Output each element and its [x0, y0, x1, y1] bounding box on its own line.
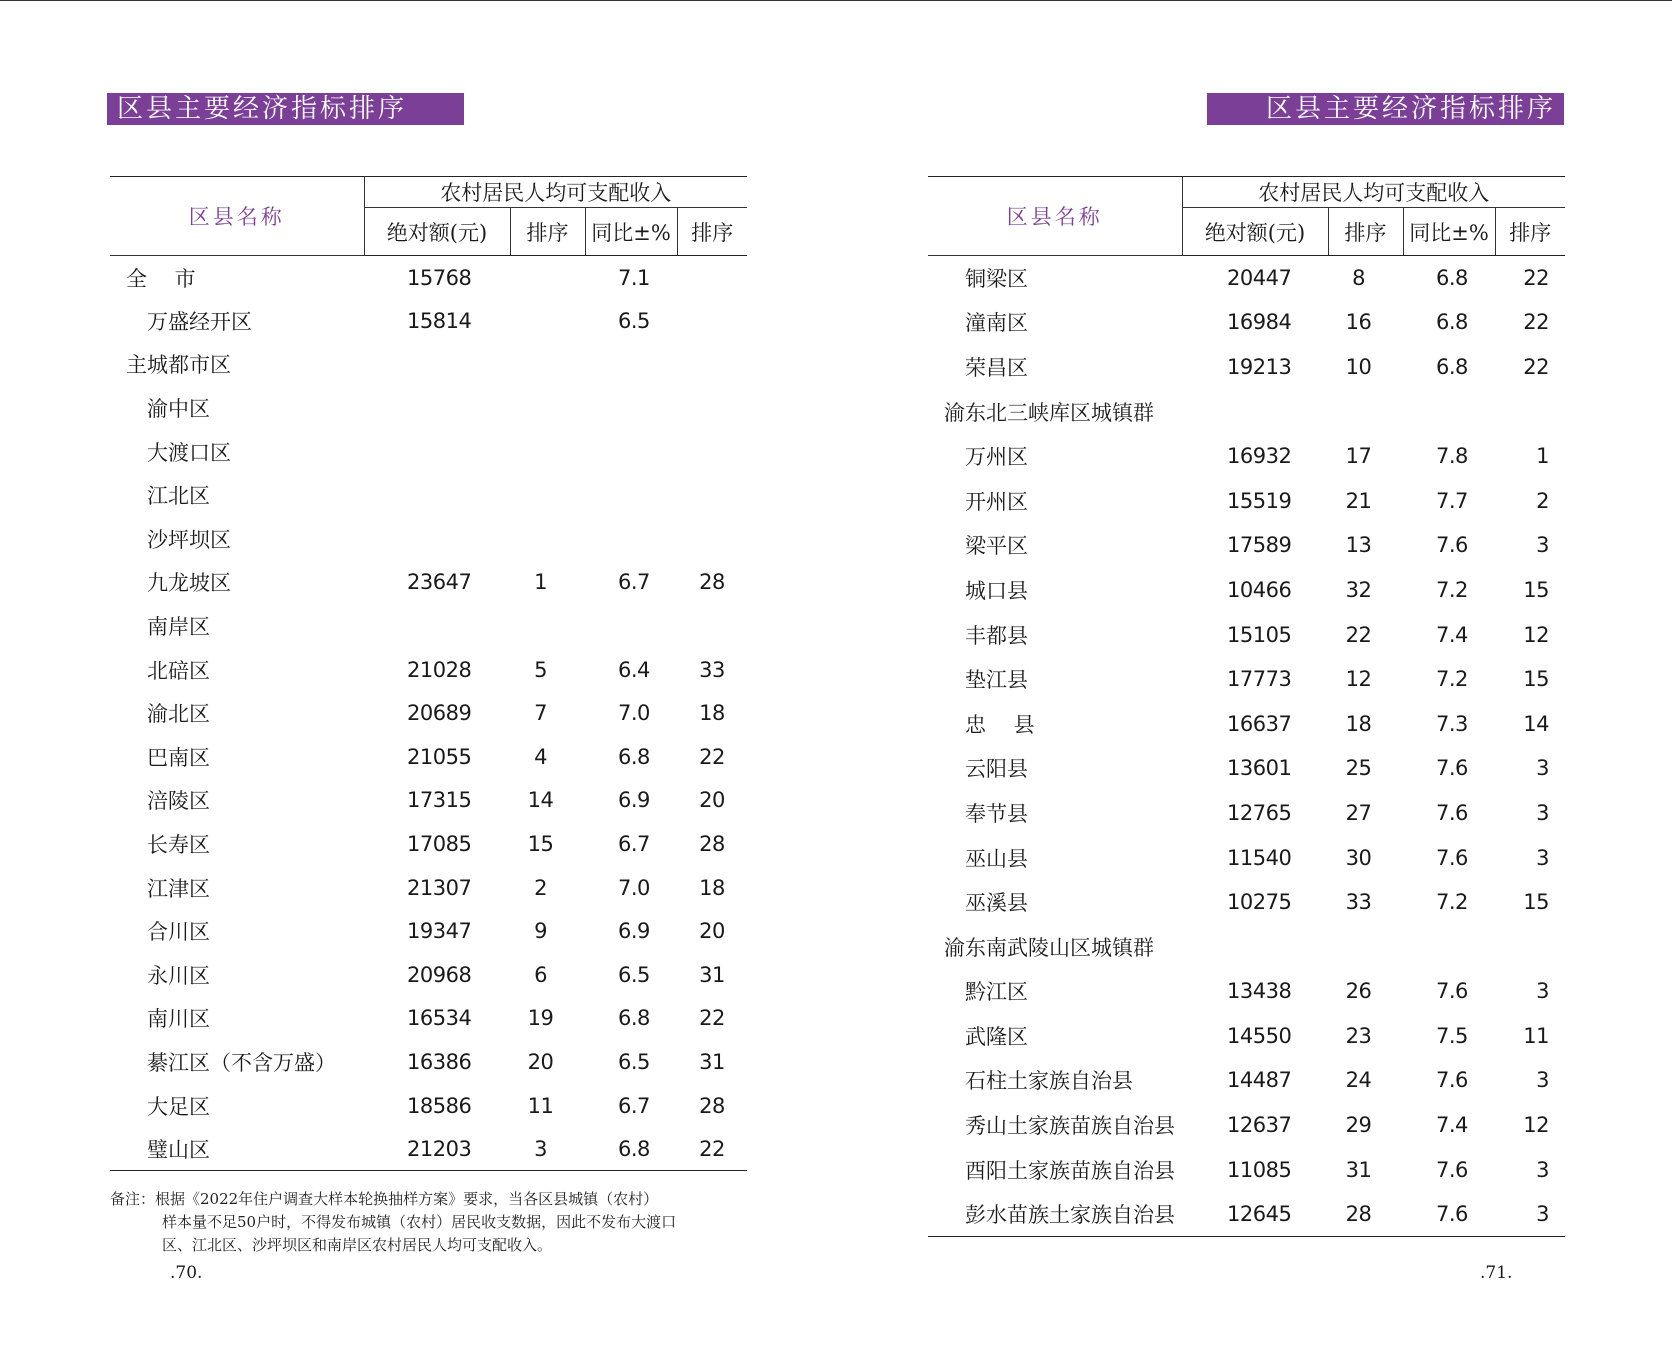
absolute-income-cell	[1182, 389, 1328, 434]
table-row	[928, 1147, 1565, 1192]
absolute-income-cell: 10466	[1227, 577, 1292, 602]
yoy-change-cell: 7.2	[1436, 890, 1468, 915]
section-banner: 区县主要经济指标排序	[107, 93, 464, 125]
income-rank-cell: 25	[1345, 756, 1372, 781]
absolute-income-cell: 16984	[1227, 310, 1292, 335]
yoy-change-cell: 7.1	[618, 265, 650, 290]
yoy-change-cell: 7.6	[1436, 1068, 1468, 1093]
footnote-line: 备注：根据《2022年住户调查大样本轮换抽样方案》要求，当各区县城镇（农村）	[110, 1190, 659, 1208]
table-row	[928, 880, 1565, 925]
column-header-abs: 绝对额(元)	[1182, 208, 1328, 256]
district-name-cell: 合川区	[147, 920, 210, 945]
income-rank-cell	[510, 386, 585, 430]
income-rank-cell: 12	[1345, 667, 1372, 692]
yoy-change-cell: 6.8	[585, 1127, 677, 1171]
income-rank-cell: 5	[534, 657, 547, 682]
district-name-cell: 铜梁区	[965, 267, 1028, 292]
yoy-rank-cell: 3	[1536, 845, 1549, 870]
absolute-income-cell: 11540	[1227, 845, 1292, 870]
footnote	[110, 1188, 750, 1257]
column-header-yoy: 同比±%	[585, 208, 677, 256]
table-row	[110, 386, 747, 430]
yoy-rank-cell: 22	[1523, 266, 1549, 291]
table-row	[110, 866, 747, 910]
yoy-rank-cell: 15	[1523, 667, 1549, 692]
district-name-cell: 潼南区	[965, 311, 1028, 336]
column-header-rank: 排序	[1328, 208, 1403, 256]
table-row	[110, 1040, 747, 1084]
yoy-rank-cell: 12	[1523, 1113, 1549, 1138]
income-rank-cell: 6	[534, 962, 547, 987]
yoy-change-cell	[1403, 389, 1495, 434]
table-row	[928, 924, 1565, 969]
absolute-income-cell: 12637	[1227, 1113, 1292, 1138]
absolute-income-cell	[364, 473, 510, 517]
district-name-cell: 奉节县	[965, 801, 1028, 826]
absolute-income-cell: 13601	[1227, 756, 1292, 781]
income-rank-cell: 3	[510, 1127, 585, 1171]
absolute-income-cell: 16637	[1227, 711, 1292, 736]
yoy-rank-cell: 22	[699, 1006, 725, 1031]
absolute-income-cell: 14550	[1227, 1023, 1292, 1048]
column-header-name: 区县名称	[928, 177, 1182, 256]
income-rank-cell: 14	[527, 788, 554, 813]
table-row	[110, 779, 747, 823]
yoy-rank-cell: 2	[1536, 488, 1549, 513]
yoy-change-cell: 7.6	[1436, 1157, 1468, 1182]
absolute-income-cell: 14487	[1227, 1068, 1292, 1093]
district-name-cell: 石柱土家族自治县	[965, 1069, 1133, 1094]
income-rank-cell	[510, 604, 585, 648]
yoy-change-cell: 6.8	[1436, 266, 1468, 291]
income-rank-cell: 23	[1345, 1023, 1372, 1048]
district-name-cell: 武隆区	[965, 1024, 1028, 1049]
district-name-cell: 垫江县	[965, 668, 1028, 693]
footnote-line: 样本量不足50户时，不得发布城镇（农村）居民收支数据，因此不发布大渡口	[162, 1213, 677, 1231]
yoy-rank-cell: 3	[1536, 800, 1549, 825]
yoy-change-cell: 6.9	[618, 788, 650, 813]
absolute-income-cell: 15105	[1227, 622, 1292, 647]
yoy-change-cell: 6.8	[618, 744, 650, 769]
yoy-change-cell: 7.0	[618, 875, 650, 900]
yoy-change-cell: 6.8	[1436, 354, 1468, 379]
income-rank-cell: 32	[1345, 577, 1372, 602]
income-rank-cell: 27	[1345, 800, 1372, 825]
district-name-cell: 大渡口区	[147, 440, 231, 465]
district-name-cell: 沙坪坝区	[147, 527, 231, 552]
yoy-rank-cell: 1	[1536, 444, 1549, 469]
absolute-income-cell	[364, 430, 510, 474]
yoy-rank-cell	[677, 299, 747, 343]
yoy-rank-cell: 3	[1536, 1068, 1549, 1093]
column-header-name: 区县名称	[110, 177, 364, 256]
yoy-rank-cell: 33	[699, 657, 725, 682]
district-name-cell: 巫溪县	[965, 891, 1028, 916]
yoy-change-cell: 6.8	[618, 1006, 650, 1031]
income-rank-cell	[510, 473, 585, 517]
absolute-income-cell	[364, 604, 510, 648]
income-rank-cell: 31	[1345, 1157, 1372, 1182]
income-rank-cell: 30	[1345, 845, 1372, 870]
district-name-cell: 南岸区	[147, 615, 210, 640]
yoy-rank-cell	[677, 343, 747, 387]
yoy-rank-cell	[677, 430, 747, 474]
district-name-cell: 渝东北三峡库区城镇群	[944, 400, 1154, 425]
income-rank-cell: 15	[527, 832, 554, 857]
yoy-change-cell: 7.3	[1436, 711, 1468, 736]
district-name-cell: 北碚区	[147, 658, 210, 683]
yoy-rank-cell: 11	[1523, 1023, 1549, 1048]
yoy-change-cell: 7.8	[1436, 444, 1468, 469]
district-name-cell: 酉阳土家族苗族自治县	[965, 1158, 1175, 1183]
absolute-income-cell: 15768	[407, 265, 472, 290]
table-row	[110, 517, 747, 561]
income-table-right	[928, 176, 1565, 1237]
column-header-rank-yoy: 排序	[677, 208, 747, 256]
income-rank-cell	[510, 299, 585, 343]
yoy-rank-cell: 22	[699, 744, 725, 769]
yoy-rank-cell: 22	[1523, 354, 1549, 379]
district-name-cell: 巫山县	[965, 846, 1028, 871]
district-name-cell: 江津区	[147, 876, 210, 901]
yoy-rank-cell: 3	[1536, 756, 1549, 781]
table-row	[110, 735, 747, 779]
income-rank-cell: 18	[1345, 711, 1372, 736]
table-row	[110, 430, 747, 474]
district-name-cell: 永川区	[147, 963, 210, 988]
district-name-cell: 忠 县	[965, 712, 1035, 737]
table-row	[928, 791, 1565, 836]
table-row	[928, 657, 1565, 702]
table-row	[110, 561, 747, 605]
absolute-income-cell: 12645	[1182, 1192, 1328, 1237]
table-body	[110, 256, 747, 1171]
yoy-change-cell: 7.5	[1436, 1023, 1468, 1048]
absolute-income-cell: 12765	[1227, 800, 1292, 825]
table-row	[110, 343, 747, 387]
income-rank-cell: 1	[534, 570, 547, 595]
absolute-income-cell: 19347	[407, 919, 472, 944]
table-row	[110, 604, 747, 648]
absolute-income-cell: 21028	[407, 657, 472, 682]
absolute-income-cell: 21203	[364, 1127, 510, 1171]
yoy-rank-cell: 31	[699, 1049, 725, 1074]
yoy-rank-cell	[1495, 389, 1565, 434]
yoy-rank-cell: 3	[1495, 1192, 1565, 1237]
table-body	[928, 256, 1565, 1237]
table-row	[928, 969, 1565, 1014]
district-name-cell: 梁平区	[965, 534, 1028, 559]
yoy-change-cell: 7.6	[1436, 800, 1468, 825]
yoy-rank-cell: 20	[699, 788, 725, 813]
income-rank-cell: 19	[527, 1006, 554, 1031]
table-row	[928, 612, 1565, 657]
page-number: .70.	[170, 1263, 203, 1283]
income-rank-cell: 26	[1345, 979, 1372, 1004]
yoy-rank-cell	[677, 473, 747, 517]
income-rank-cell: 33	[1345, 890, 1372, 915]
table-row	[928, 1192, 1565, 1237]
district-name-cell: 万盛经开区	[147, 309, 252, 334]
yoy-rank-cell: 28	[699, 570, 725, 595]
yoy-change-cell: 6.7	[618, 832, 650, 857]
yoy-change-cell: 6.5	[618, 308, 650, 333]
yoy-change-cell: 7.6	[1436, 845, 1468, 870]
yoy-change-cell: 6.9	[618, 919, 650, 944]
yoy-change-cell: 7.2	[1436, 577, 1468, 602]
column-group-header: 农村居民人均可支配收入	[364, 177, 747, 208]
absolute-income-cell: 23647	[407, 570, 472, 595]
absolute-income-cell: 20968	[407, 962, 472, 987]
yoy-change-cell	[585, 517, 677, 561]
absolute-income-cell: 13438	[1227, 979, 1292, 1004]
yoy-change-cell: 7.4	[1436, 622, 1468, 647]
table-row	[110, 473, 747, 517]
table-row	[110, 953, 747, 997]
district-name-cell: 璧山区	[110, 1127, 364, 1171]
district-name-cell: 綦江区（不含万盛）	[147, 1050, 336, 1075]
income-rank-cell: 29	[1345, 1113, 1372, 1138]
absolute-income-cell: 17085	[407, 832, 472, 857]
yoy-change-cell: 6.4	[618, 657, 650, 682]
column-header-rank: 排序	[510, 208, 585, 256]
absolute-income-cell: 16386	[407, 1049, 472, 1074]
district-name-cell: 涪陵区	[147, 789, 210, 814]
income-rank-cell: 9	[534, 919, 547, 944]
table-row	[928, 434, 1565, 479]
yoy-rank-cell: 18	[699, 701, 725, 726]
income-rank-cell	[510, 430, 585, 474]
absolute-income-cell: 20447	[1227, 266, 1292, 291]
income-rank-cell: 13	[1345, 533, 1372, 558]
absolute-income-cell	[364, 517, 510, 561]
yoy-change-cell: 7.2	[1436, 667, 1468, 692]
district-name-cell: 万州区	[965, 445, 1028, 470]
yoy-rank-cell: 22	[677, 1127, 747, 1171]
income-rank-cell	[1328, 924, 1403, 969]
income-rank-cell: 24	[1345, 1068, 1372, 1093]
district-name-cell: 长寿区	[147, 833, 210, 858]
absolute-income-cell: 17589	[1227, 533, 1292, 558]
income-table-left	[110, 176, 747, 1171]
yoy-change-cell: 7.6	[1436, 756, 1468, 781]
column-group-header: 农村居民人均可支配收入	[1182, 177, 1565, 208]
yoy-change-cell: 7.4	[1436, 1113, 1468, 1138]
income-rank-cell	[510, 256, 585, 300]
yoy-change-cell: 7.6	[1403, 1192, 1495, 1237]
income-rank-cell: 10	[1345, 354, 1372, 379]
income-rank-cell: 11	[527, 1093, 554, 1118]
income-rank-cell	[1328, 389, 1403, 434]
yoy-rank-cell: 12	[1523, 622, 1549, 647]
absolute-income-cell: 16932	[1227, 444, 1292, 469]
yoy-change-cell: 6.5	[618, 962, 650, 987]
district-name-cell: 云阳县	[965, 757, 1028, 782]
district-name-cell: 九龙坡区	[147, 571, 231, 596]
district-name-cell: 渝东南武陵山区城镇群	[944, 935, 1154, 960]
absolute-income-cell	[364, 386, 510, 430]
table-row	[928, 1058, 1565, 1103]
table-row	[928, 389, 1565, 434]
yoy-rank-cell	[677, 386, 747, 430]
yoy-rank-cell: 15	[1523, 577, 1549, 602]
yoy-rank-cell: 15	[1523, 890, 1549, 915]
table-row	[110, 691, 747, 735]
district-name-cell: 大足区	[147, 1094, 210, 1119]
absolute-income-cell: 16534	[407, 1006, 472, 1031]
table-row	[928, 256, 1565, 301]
income-rank-cell: 2	[534, 875, 547, 900]
yoy-rank-cell	[677, 256, 747, 300]
yoy-change-cell: 7.7	[1436, 488, 1468, 513]
district-name-cell: 渝北区	[147, 702, 210, 727]
district-name-cell: 彭水苗族土家族自治县	[928, 1192, 1182, 1237]
absolute-income-cell: 20689	[407, 701, 472, 726]
yoy-change-cell: 6.5	[618, 1049, 650, 1074]
income-rank-cell: 21	[1345, 488, 1372, 513]
table-row	[110, 909, 747, 953]
yoy-change-cell: 6.7	[618, 570, 650, 595]
yoy-change-cell: 7.6	[1436, 979, 1468, 1004]
yoy-change-cell	[585, 386, 677, 430]
table-row	[110, 256, 747, 300]
table-row	[928, 478, 1565, 523]
yoy-rank-cell	[1495, 924, 1565, 969]
footnote-line: 区、江北区、沙坪坝区和南岸区农村居民人均可支配收入。	[162, 1236, 553, 1254]
table-row	[110, 997, 747, 1041]
table-row	[928, 523, 1565, 568]
yoy-rank-cell: 18	[699, 875, 725, 900]
page-number: .71.	[1480, 1263, 1513, 1283]
yoy-change-cell: 7.0	[618, 701, 650, 726]
yoy-rank-cell: 31	[699, 962, 725, 987]
yoy-change-cell: 6.8	[1436, 310, 1468, 335]
yoy-change-cell	[585, 430, 677, 474]
yoy-change-cell	[585, 343, 677, 387]
table-row	[928, 345, 1565, 390]
table-row	[110, 1084, 747, 1128]
absolute-income-cell: 15814	[407, 308, 472, 333]
absolute-income-cell: 21055	[407, 744, 472, 769]
yoy-change-cell: 6.7	[618, 1093, 650, 1118]
yoy-rank-cell	[677, 604, 747, 648]
district-name-cell: 城口县	[965, 578, 1028, 603]
district-name-cell: 秀山土家族苗族自治县	[965, 1114, 1175, 1139]
table-row	[110, 648, 747, 692]
right-page	[928, 0, 1568, 1353]
yoy-rank-cell: 22	[1523, 310, 1549, 335]
column-header-yoy: 同比±%	[1403, 208, 1495, 256]
table-row	[928, 835, 1565, 880]
table-row	[110, 299, 747, 343]
yoy-rank-cell: 3	[1536, 979, 1549, 1004]
income-rank-cell: 22	[1345, 622, 1372, 647]
absolute-income-cell: 17315	[407, 788, 472, 813]
absolute-income-cell: 19213	[1227, 354, 1292, 379]
absolute-income-cell: 11085	[1227, 1157, 1292, 1182]
district-name-cell: 全 市	[126, 266, 196, 291]
income-rank-cell	[510, 517, 585, 561]
yoy-change-cell	[585, 604, 677, 648]
yoy-rank-cell: 20	[699, 919, 725, 944]
column-header-rank-yoy: 排序	[1495, 208, 1565, 256]
table-row	[110, 822, 747, 866]
left-page	[110, 0, 750, 1353]
district-name-cell: 丰都县	[965, 623, 1028, 648]
income-rank-cell: 17	[1345, 444, 1372, 469]
yoy-rank-cell: 3	[1536, 533, 1549, 558]
district-name-cell: 巴南区	[147, 745, 210, 770]
absolute-income-cell: 15519	[1227, 488, 1292, 513]
income-rank-cell: 20	[527, 1049, 554, 1074]
district-name-cell: 主城都市区	[126, 353, 231, 378]
yoy-rank-cell: 28	[699, 832, 725, 857]
table-row	[928, 300, 1565, 345]
income-rank-cell: 4	[534, 744, 547, 769]
section-banner: 区县主要经济指标排序	[1207, 93, 1564, 125]
yoy-change-cell: 7.6	[1436, 533, 1468, 558]
income-rank-cell: 16	[1345, 310, 1372, 335]
district-name-cell: 渝中区	[147, 397, 210, 422]
yoy-change-cell	[1403, 924, 1495, 969]
table-row	[928, 701, 1565, 746]
district-name-cell: 开州区	[965, 489, 1028, 514]
yoy-rank-cell: 28	[699, 1093, 725, 1118]
yoy-rank-cell	[677, 517, 747, 561]
income-rank-cell: 8	[1352, 266, 1365, 291]
yoy-rank-cell: 14	[1523, 711, 1549, 736]
yoy-change-cell	[585, 473, 677, 517]
income-rank-cell: 28	[1328, 1192, 1403, 1237]
district-name-cell: 荣昌区	[965, 355, 1028, 380]
absolute-income-cell: 10275	[1227, 890, 1292, 915]
absolute-income-cell: 17773	[1227, 667, 1292, 692]
table-row	[928, 568, 1565, 613]
yoy-rank-cell: 3	[1536, 1157, 1549, 1182]
district-name-cell: 黔江区	[965, 980, 1028, 1005]
absolute-income-cell	[364, 343, 510, 387]
table-row	[110, 1127, 747, 1171]
income-rank-cell: 7	[534, 701, 547, 726]
income-rank-cell	[510, 343, 585, 387]
absolute-income-cell: 21307	[407, 875, 472, 900]
absolute-income-cell	[1182, 924, 1328, 969]
district-name-cell: 南川区	[147, 1007, 210, 1032]
absolute-income-cell: 18586	[407, 1093, 472, 1118]
district-name-cell: 江北区	[147, 484, 210, 509]
column-header-abs: 绝对额(元)	[364, 208, 510, 256]
table-row	[928, 1014, 1565, 1059]
table-row	[928, 1103, 1565, 1148]
table-row	[928, 746, 1565, 791]
